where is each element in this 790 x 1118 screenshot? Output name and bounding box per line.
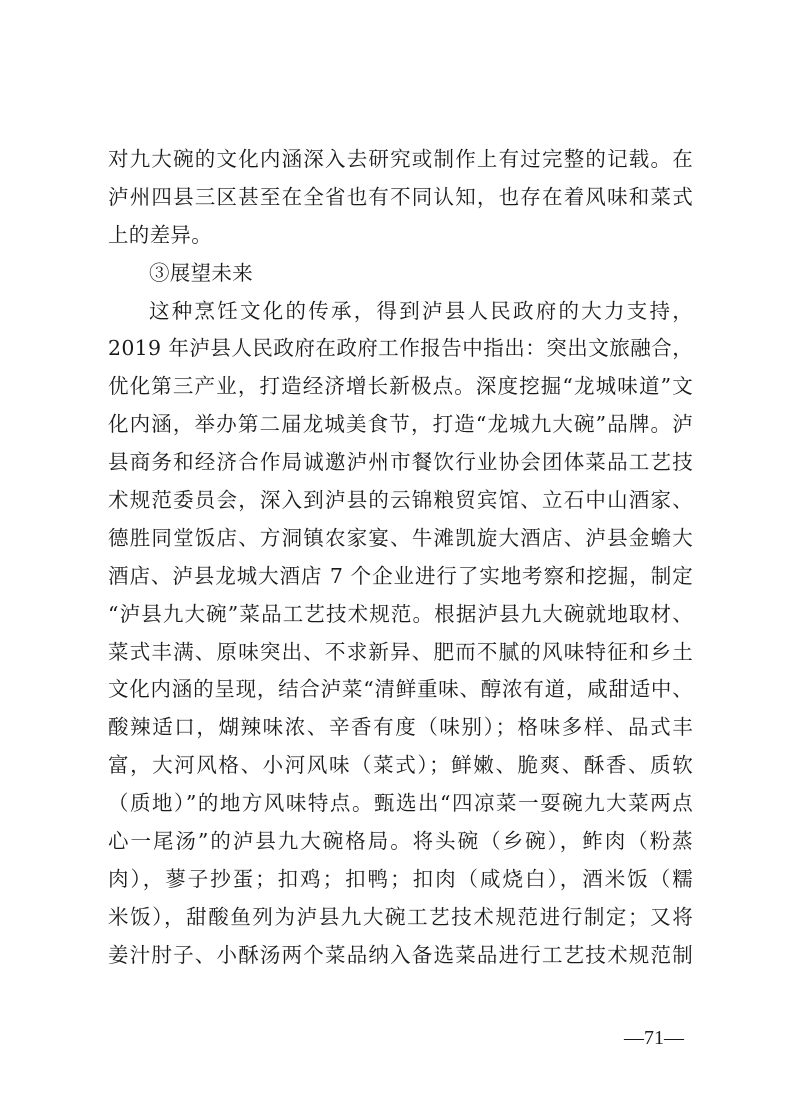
text-line: 对九大碗的文化内涵深入去研究或制作上有过完整的记载。在	[108, 147, 693, 171]
text-line: 文化内涵的呈现，结合泸菜“清鲜重味、醇浓有道，咸甜适中、	[108, 677, 693, 702]
text-line: “泸县九大碗”菜品工艺技术规范。根据泸县九大碗就地取材、	[108, 601, 693, 626]
text-line: 泸州四县三区甚至在全省也有不同认知，也存在着风味和菜式	[108, 184, 693, 209]
section-heading: ③展望未来	[149, 260, 253, 285]
text-line: 富，大河风格、小河风味（菜式）；鲜嫩、脆爽、酥香、质软	[108, 753, 693, 778]
text-line: 上的差异。	[108, 222, 212, 247]
text-line: 肉），蓼子抄蛋；扣鸡；扣鸭；扣肉（咸烧白），酒米饭（糯	[108, 866, 693, 891]
text-line: 心一尾汤”的泸县九大碗格局。将头碗（乡碗），鲊肉（粉蒸	[108, 829, 693, 854]
text-line: 县商务和经济合作局诚邀泸州市餐饮行业协会团体菜品工艺技	[108, 450, 693, 475]
text-line: 优化第三产业，打造经济增长新极点。深度挖掘“龙城味道”文	[108, 374, 693, 399]
text-line: 酸辣适口，煳辣味浓、辛香有度（味别）；格味多样、品式丰	[108, 715, 693, 740]
text-line: 米饭），甜酸鱼列为泸县九大碗工艺技术规范进行制定；又将	[108, 904, 693, 929]
page-number: —71—	[624, 1027, 684, 1049]
text-line: 菜式丰满、原味突出、不求新异、肥而不腻的风味特征和乡土	[108, 639, 693, 664]
text-line: 2019 年泸县人民政府在政府工作报告中指出：突出文旅融合，	[108, 336, 693, 361]
text-line: 这种烹饪文化的传承，得到泸县人民政府的大力支持，	[149, 298, 693, 323]
body-text	[108, 141, 693, 975]
text-line: 术规范委员会，深入到泸县的云锦粮贸宾馆、立石中山酒家、	[108, 488, 693, 513]
text-line: 化内涵，举办第二届龙城美食节，打造“龙城九大碗”品牌。泸	[108, 412, 693, 437]
text-line: 酒店、泸县龙城大酒店 7 个企业进行了实地考察和挖掘，制定	[108, 563, 693, 588]
text-line: 德胜同堂饭店、方洞镇农家宴、牛滩凯旋大酒店、泸县金蟾大	[108, 525, 693, 550]
text-line: 姜汁肘子、小酥汤两个菜品纳入备选菜品进行工艺技术规范制	[108, 942, 693, 967]
text-line: （质地）”的地方风味特点。甄选出“四凉菜一耍碗九大菜两点	[108, 791, 693, 816]
